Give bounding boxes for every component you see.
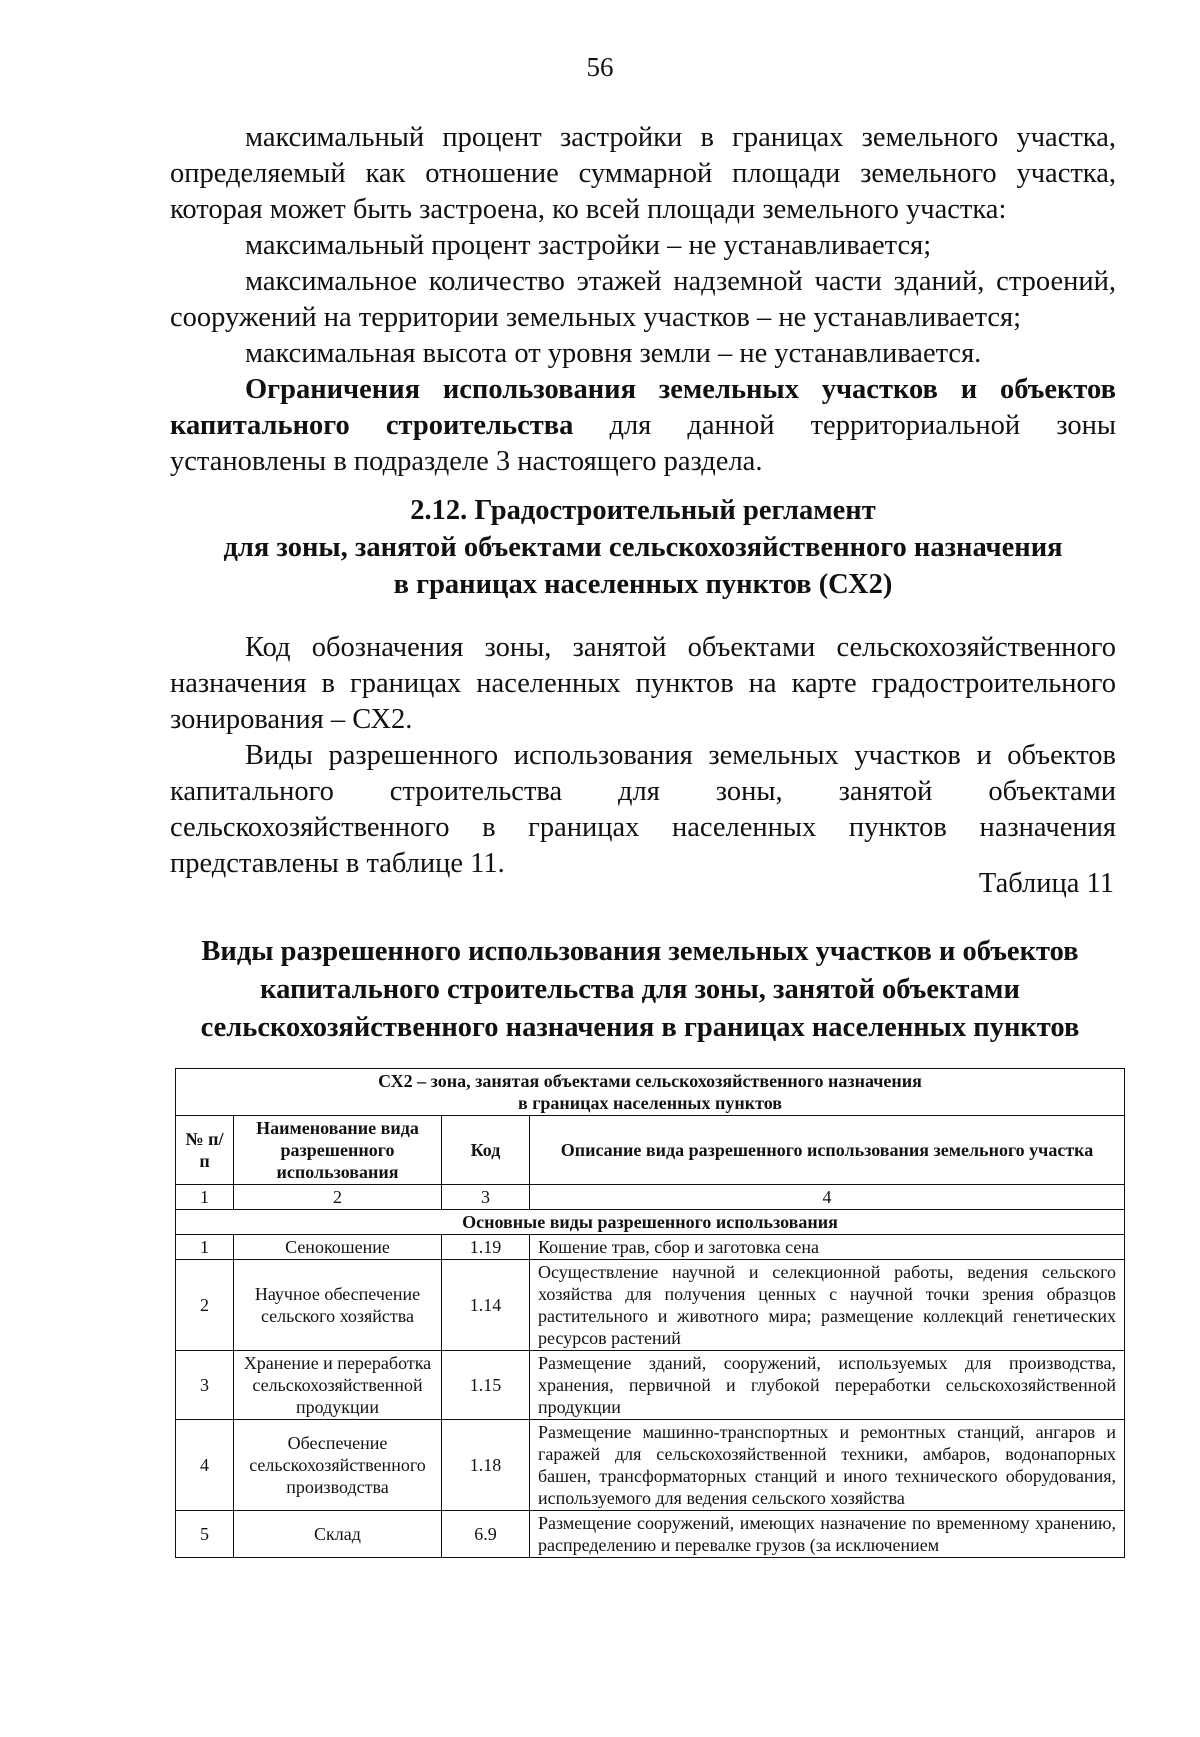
table-title-line: сельскохозяйственного назначения в границах населенных пунктов — [200, 1012, 1080, 1043]
row-num: 3 — [176, 1351, 234, 1420]
row-name: Научное обеспечение сельского хозяйства — [234, 1260, 442, 1351]
group-header-cell: Основные виды разрешенного использования — [176, 1210, 1125, 1235]
table-row — [176, 1420, 1125, 1511]
page-number: 56 — [586, 52, 614, 82]
permitted-use-table — [175, 1068, 1125, 1558]
paragraph: Виды разрешенного использования земельных участков и объектов капитального строительства для зоны, занятой объектами сельскохозяйственного в границах населенных пунктов назначения представлены в таблице 11. — [170, 740, 1116, 879]
paragraph: максимальная высота от уровня земли – не устанавливается. — [245, 338, 982, 369]
zone-header-line: в границах населенных пунктов — [518, 1093, 782, 1113]
restrictions-bold-text: Ограничения использования земельных участков и объектов капитального строительства — [170, 374, 1116, 441]
row-name: Склад — [234, 1511, 442, 1558]
section-heading-line: для зоны, занятой объектами сельскохозяйственного назначения — [223, 532, 1063, 563]
paragraph: максимальный процент застройки – не устанавливается; — [245, 230, 932, 261]
column-number-row — [176, 1185, 1125, 1210]
col-number: 2 — [234, 1185, 442, 1210]
zone-header-line: СХ2 – зона, занятая объектами сельскохозяйственного назначения — [378, 1071, 922, 1091]
col-header-code: Код — [442, 1116, 530, 1185]
row-code: 6.9 — [442, 1511, 530, 1558]
row-num: 4 — [176, 1420, 234, 1511]
row-desc: Кошение трав, сбор и заготовка сена — [530, 1235, 1125, 1260]
col-number: 4 — [530, 1185, 1125, 1210]
section-heading — [170, 492, 1116, 603]
col-header-desc: Описание вида разрешенного использования земельного участка — [530, 1116, 1125, 1185]
col-header-name: Наименование вида разрешенного использования — [234, 1116, 442, 1185]
section-text — [170, 630, 1116, 882]
table-title-line: Виды разрешенного использования земельных участков и объектов — [201, 936, 1079, 967]
table-row — [176, 1351, 1125, 1420]
row-num: 2 — [176, 1260, 234, 1351]
paragraph: максимальное количество этажей надземной части зданий, строений, сооружений на территории земельных участков – не устанавливается; — [170, 266, 1116, 333]
row-num: 5 — [176, 1511, 234, 1558]
table-title — [140, 933, 1140, 1047]
row-code: 1.15 — [442, 1351, 530, 1420]
table-row — [176, 1511, 1125, 1558]
row-desc: Размещение сооружений, имеющих назначение по временному хранению, распределению и перевалке грузов (за исключением — [530, 1511, 1125, 1558]
row-num: 1 — [176, 1235, 234, 1260]
intro-text — [170, 120, 1116, 480]
row-name: Сенокошение — [234, 1235, 442, 1260]
paragraph: Код обозначения зоны, занятой объектами сельскохозяйственного назначения в границах населенных пунктов на карте градостроительного зонирования – СХ2. — [170, 632, 1116, 735]
restrictions-text: для данной территориальной зоны установлены в подразделе 3 настоящего раздела. — [170, 410, 1116, 477]
paragraph: максимальный процент застройки в границах земельного участка, определяемый как отношение суммарной площади земельного участка, которая может быть застроена, ко всей площади земельного участка: — [170, 122, 1116, 225]
row-name: Хранение и переработка сельскохозяйственной продукции — [234, 1351, 442, 1420]
group-header-row — [176, 1210, 1125, 1235]
table-row — [176, 1235, 1125, 1260]
col-header-num: № п/п — [176, 1116, 234, 1185]
row-desc: Размещение зданий, сооружений, используемых для производства, хранения, первичной и глубокой переработки сельскохозяйственной продукции — [530, 1351, 1125, 1420]
col-number: 3 — [442, 1185, 530, 1210]
row-code: 1.19 — [442, 1235, 530, 1260]
column-header-row — [176, 1116, 1125, 1185]
row-desc: Осуществление научной и селекционной работы, ведения сельского хозяйства для получения ценных с научной точки зрения образцов растительного и животного мира; размещение коллекций генетических ресурсов растений — [530, 1260, 1125, 1351]
row-name: Обеспечение сельскохозяйственного производства — [234, 1420, 442, 1511]
row-code: 1.18 — [442, 1420, 530, 1511]
row-code: 1.14 — [442, 1260, 530, 1351]
row-desc: Размещение машинно-транспортных и ремонтных станций, ангаров и гаражей для сельскохозяйственной техники, амбаров, водонапорных башен, трансформаторных станций и иного технического оборудования, используемого для ведения сельского хозяйства — [530, 1420, 1125, 1511]
zone-header-cell — [176, 1069, 1125, 1116]
col-number: 1 — [176, 1185, 234, 1210]
section-heading-line: 2.12. Градостроительный регламент — [410, 495, 876, 526]
zone-header-row — [176, 1069, 1125, 1116]
table-label: Таблица 11 — [978, 868, 1114, 899]
paragraph — [170, 372, 1116, 480]
section-heading-line: в границах населенных пунктов (СХ2) — [393, 569, 893, 600]
table-title-line: капитального строительства для зоны, занятой объектами — [260, 974, 1020, 1005]
table-row — [176, 1260, 1125, 1351]
